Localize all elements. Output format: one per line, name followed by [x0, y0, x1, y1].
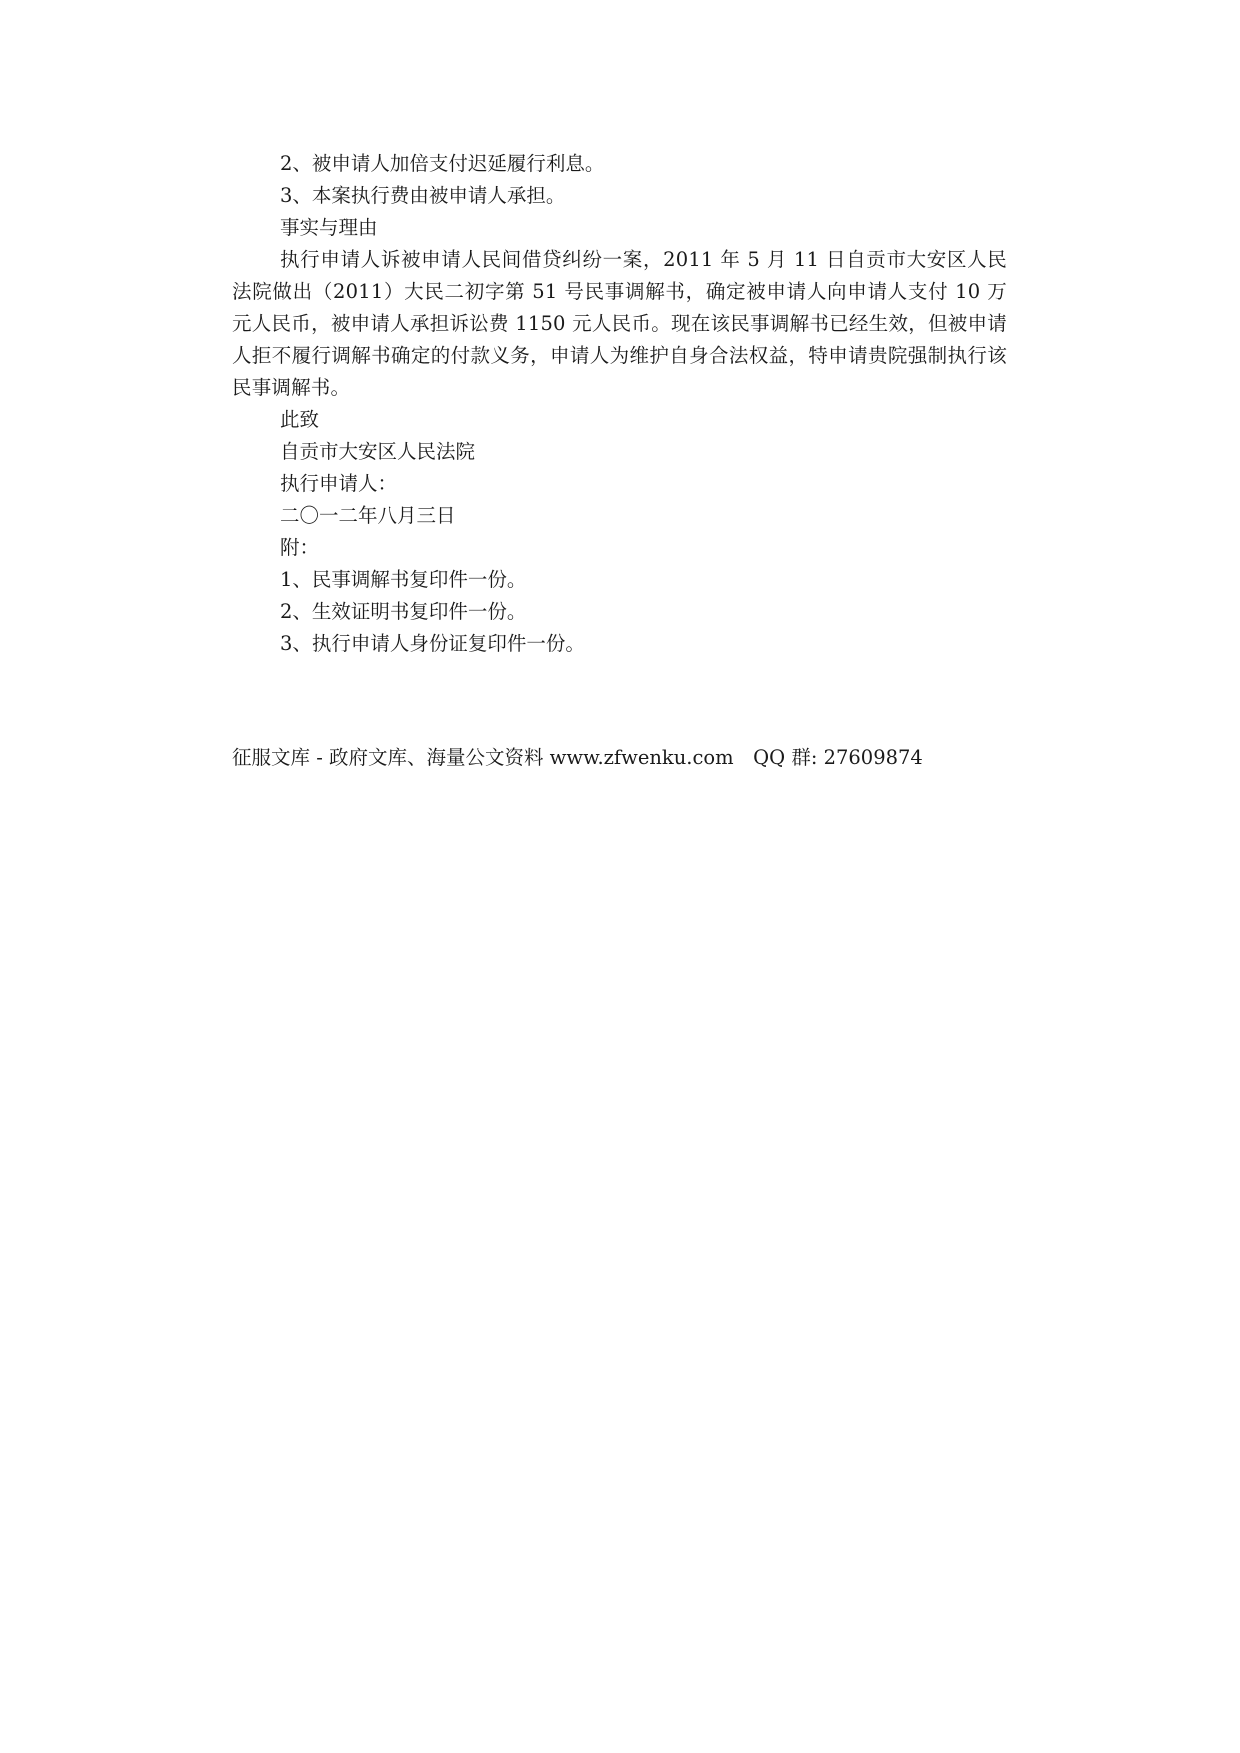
footer-text: 征服文库 - 政府文库、海量公文资料 www.zfwenku.com QQ 群: 27609874 — [232, 746, 923, 769]
applicant-label: 执行申请人： — [280, 472, 398, 495]
facts-heading: 事实与理由 — [280, 216, 378, 239]
attachment-item-2: 2、生效证明书复印件一份。 — [280, 600, 527, 623]
attachment-item-1: 1、民事调解书复印件一份。 — [280, 568, 527, 591]
facts-paragraph: 执行申请人诉被申请人民间借贷纠纷一案，2011 年 5 月 11 日自贡市大安区人民法院做出（2011）大民二初字第 51 号民事调解书，确定被申请人向申请人支付 10 万元人民币，被申请人承担诉讼费 1150 元人民币。现在该民事调解书已经生效，但被申请人拒不履行调解书确定的付款义务，申请人为维护自身合法权益，特申请贵院强制执行该民事调解书。 — [232, 248, 1007, 399]
request-item-2: 2、被申请人加倍支付迟延履行利息。 — [280, 152, 605, 175]
document-date: 二〇一二年八月三日 — [280, 504, 456, 527]
attachments-heading: 附： — [280, 536, 320, 559]
attachment-item-3: 3、执行申请人身份证复印件一份。 — [280, 632, 585, 655]
document-body — [232, 148, 1012, 660]
request-item-3: 3、本案执行费由被申请人承担。 — [280, 184, 566, 207]
salutation: 此致 — [280, 408, 320, 431]
court-name: 自贡市大安区人民法院 — [280, 440, 476, 463]
